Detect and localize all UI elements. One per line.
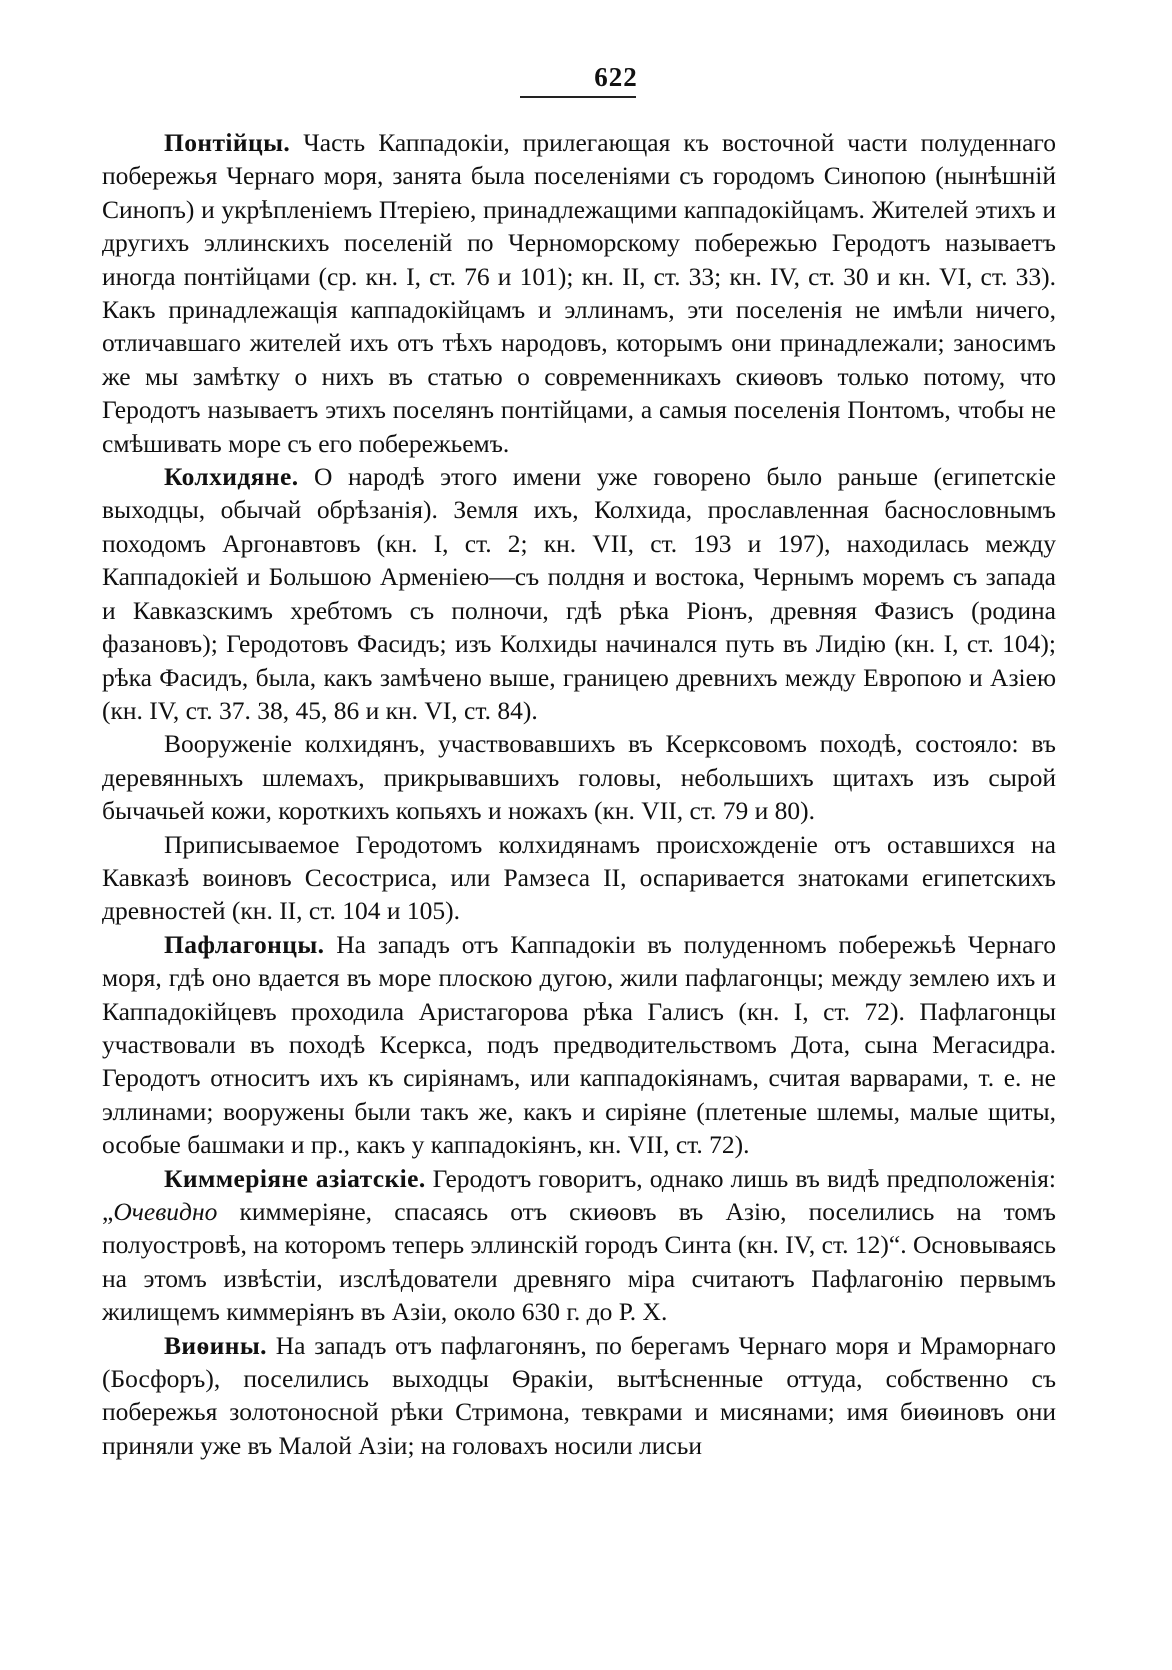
- paragraph-colchian-origin: [102, 828, 1056, 928]
- paragraph-text: На западъ отъ Каппадокіи въ полуденномъ побережьѣ Чернаго моря, гдѣ оно вдается въ море плоскою дугою, жили пафлагонцы; между землею ихъ и Каппадокійцевъ проходила Аристагорова рѣка Галисъ (кн. I, ст. 72). Пафлагонцы участвовали въ походѣ Ксеркса, подъ предводительствомъ Дота, сына Мегасидра. Геродотъ относитъ ихъ къ сиріянамъ, или каппадокіянамъ, считая варварами, т. е. не эллинами; вооружены были такъ же, какъ и сиріяне (плетеные шлемы, малые щиты, особые башмаки и пр., какъ у каппадокіянъ, кн. VII, ст. 72).: [102, 929, 1056, 1160]
- paragraph-paphlagonians: [102, 928, 1056, 1162]
- page-number: 622: [594, 62, 638, 92]
- paragraph-heading: Колхидяне.: [164, 462, 299, 492]
- header-rule: [520, 96, 636, 98]
- paragraph-bithynians: [102, 1329, 1056, 1463]
- paragraph-text: Часть Каппадокіи, прилегающая къ восточной части полуденнаго побережья Чернаго моря, занята была поселеніями съ городомъ Синопою (нынѣшній Синопъ) и укрѣпленіемъ Птеріею, принадлежащими каппадокійцамъ. Жителей этихъ и другихъ эллинскихъ поселеній по Черноморскому побережью Геродотъ называетъ иногда понтійцами (ср. кн. I, ст. 76 и 101); кн. II, ст. 33; кн. IV, ст. 30 и кн. VI, ст. 33). Какъ принадлежащія каппадокійцамъ и эллинамъ, эти поселенія не имѣли ничего, отличавшаго жителей ихъ отъ тѣхъ народовъ, которымъ они принадлежали; заносимъ же мы замѣтку о нихъ въ статью о современникахъ скиѳовъ только потому, что Геродотъ называетъ этихъ поселянъ понтійцами, а самыя поселенія Понтомъ, чтобы не смѣшивать море съ его побережьемъ.: [102, 128, 1056, 458]
- paragraph-text: На западъ отъ пафлагонянъ, по берегамъ Чернаго моря и Мраморнаго (Босфоръ), поселились выходцы Ѳракіи, вытѣсненные оттуда, собственно съ побережья золотоносной рѣки Стримона, тевкрами и мисянами; имя биѳиновъ они приняли уже въ Малой Азіи; на головахъ носили лисьи: [102, 1330, 1056, 1460]
- paragraph-text: Приписываемое Геродотомъ колхидянамъ происхожденіе отъ оставшихся на Кавказѣ воиновъ Сесостриса, или Рамзеса II, оспаривается знатоками египетскихъ древностей (кн. II, ст. 104 и 105).: [102, 829, 1056, 926]
- paragraph-heading: Пафлагонцы.: [164, 929, 325, 959]
- paragraph-heading: Киммеріяне азіатскіе.: [164, 1163, 426, 1193]
- emphasized-word: Очевидно: [113, 1197, 218, 1226]
- paragraph-text: киммеріяне, спасаясь отъ скиѳовъ въ Азію, поселились на томъ полуостровѣ, на которомъ теперь эллинскій городъ Синта (кн. IV, ст. 12)“. Основываясь на этомъ извѣстіи, изслѣдователи древняго міра считаютъ Пафлагонію первымъ жилищемъ киммеріянъ въ Азіи, около 630 г. до Р. Х.: [102, 1197, 1056, 1327]
- paragraph-text: О народѣ этого имени уже говорено было раньше (египетскіе выходцы, обычай обрѣзанія). Земля ихъ, Колхида, прославленная баснословнымъ походомъ Аргонавтовъ (кн. I, ст. 2; кн. VII, ст. 193 и 197), находилась между Каппадокіей и Большою Арменіею—съ полдня и востока, Чернымъ моремъ съ запада и Кавказскимъ хребтомъ съ полночи, гдѣ рѣка Ріонъ, древняя Фазисъ (родина фазановъ); Геродотовъ Фасидъ; изъ Колхиды начинался путь въ Лидію (кн. I, ст. 104); рѣка Фасидъ, была, какъ замѣчено выше, границею древнихъ между Европою и Азіею (кн. IV, ст. 37. 38, 45, 86 и кн. VI, ст. 84).: [102, 462, 1056, 725]
- paragraph-heading: Виѳины.: [164, 1330, 267, 1360]
- paragraph-heading: Понтійцы.: [164, 128, 291, 157]
- paragraph-colchians: [102, 460, 1056, 727]
- paragraph-text: Вооруженіе колхидянъ, участвовавшихъ въ Ксерксовомъ походѣ, состояло: въ деревянныхъ шлемахъ, прикрывавшихъ головы, небольшихъ щитахъ изъ сырой бычачьей кожи, короткихъ копьяхъ и ножахъ (кн. VII, ст. 79 и 80).: [102, 729, 1056, 826]
- paragraph-text: Геродотъ говоритъ, однако лишь въ видѣ предположенія: „: [102, 1163, 1056, 1226]
- paragraph-colchian-armament: [102, 727, 1056, 827]
- paragraph-pontians: [102, 126, 1056, 460]
- paragraph-asian-cimmerians: [102, 1162, 1056, 1329]
